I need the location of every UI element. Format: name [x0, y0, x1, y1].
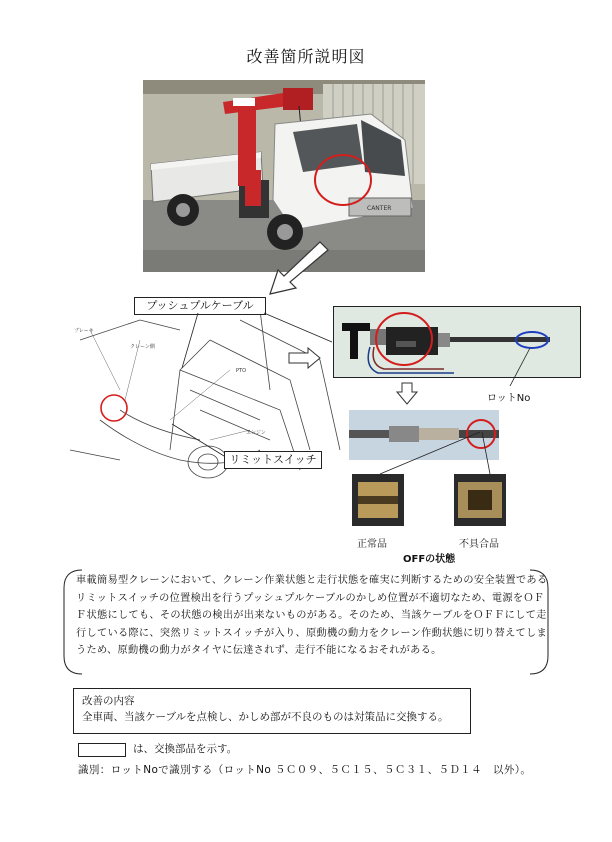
lot-no-label: ロットNo — [487, 393, 531, 404]
description-line: Ｆ状態にしても、その状態の検出が出来ないものがある。そのため、当該ケーブルをＯＦＦにして走 — [76, 610, 547, 622]
description-line: リミットスイッチの位置検出を行うプッシュプルケーブルのかしめ位置が不適切なため、電源をＯＦ — [76, 592, 545, 604]
description-text — [76, 572, 550, 676]
svg-text:ブレーキ: ブレーキ — [74, 328, 94, 334]
description-line: 行している際に、突然リミットスイッチが入り、原動機の動力をクレーン作動状態に切り替えてしま — [76, 627, 548, 639]
improvement-heading: 改善の内容 — [82, 695, 135, 707]
good-part-label: 正常品 — [357, 539, 387, 550]
arrow-right — [288, 347, 322, 369]
drawing-highlight-circle — [101, 395, 127, 421]
svg-text:エンジン: エンジン — [246, 430, 266, 436]
limit-switch-label: リミットスイッチ — [224, 451, 322, 469]
lot-no-leader — [500, 346, 540, 390]
off-state-label: OFFの状態 — [403, 554, 456, 565]
arrow-down — [396, 382, 418, 406]
replacement-part-legend-swatch — [78, 743, 126, 757]
defective-part-photo — [454, 474, 506, 526]
improvement-box — [73, 688, 471, 734]
page-title: 改善箇所説明図 — [246, 47, 366, 66]
svg-text:PTO: PTO — [236, 368, 247, 374]
svg-text:クレーン側: クレーン側 — [130, 344, 155, 350]
legend-text: は、交換部品を示す。 — [133, 743, 238, 755]
description-line: うため、原動機の動力がタイヤに伝達されず、走行不能になるおそれがある。 — [76, 645, 442, 657]
push-pull-cable-label: プッシュプルケーブル — [134, 297, 266, 315]
push-pull-cable-photo — [333, 306, 581, 378]
identification-text: 識別：ロットNoで識別する（ロットNo ５Ｃ０９、５Ｃ１５、５Ｃ３１、５Ｄ１４ 以外）。 — [78, 764, 532, 776]
improvement-body: 全車両、当該ケーブルを点検し、かしめ部が不良のものは対策品に交換する。 — [82, 711, 449, 723]
defective-part-label: 不具合品 — [459, 539, 499, 550]
canter-badge: CANTER — [367, 205, 392, 212]
good-part-photo — [352, 474, 404, 526]
arrow-truck-to-drawing — [260, 240, 340, 300]
limit-switch-leader — [170, 420, 230, 460]
description-line: 車載簡易型クレーンにおいて、クレーン作業状態と走行状態を確実に判断するための安全装置である — [76, 575, 548, 586]
closeup-leaders — [370, 430, 530, 480]
